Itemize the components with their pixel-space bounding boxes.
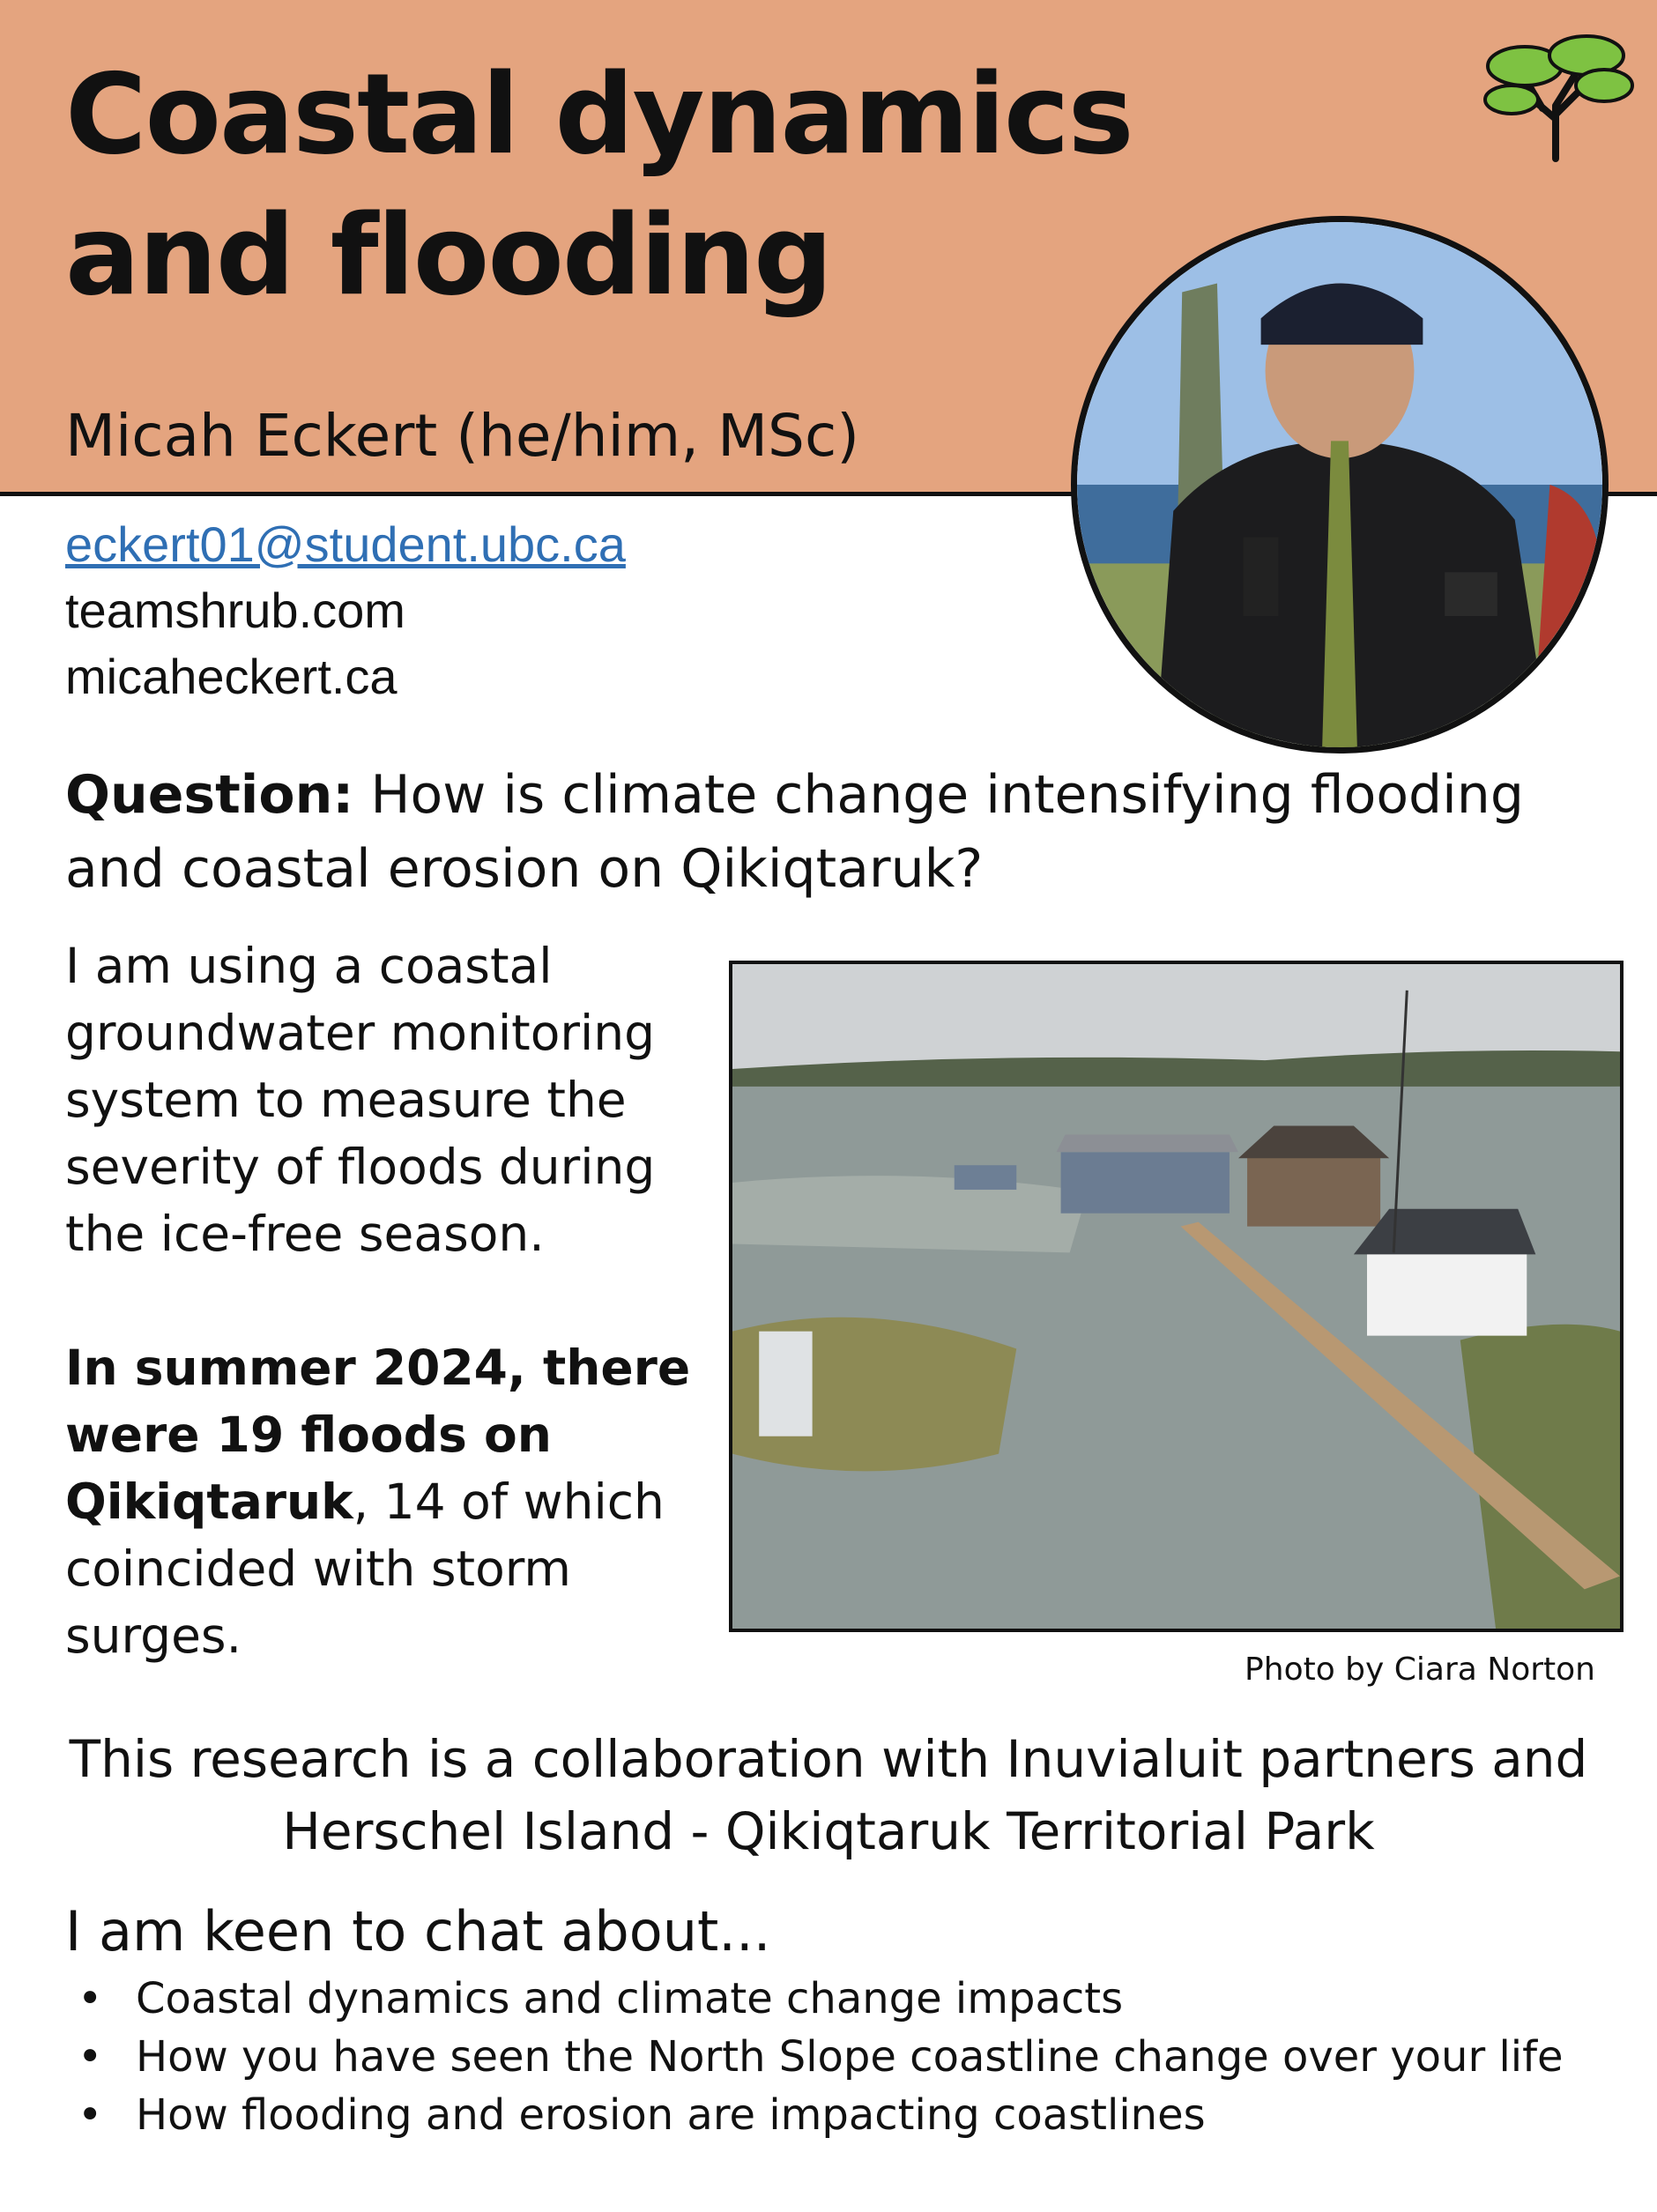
chat-topics-list — [65, 1970, 1564, 2144]
question-label: Question: — [65, 764, 354, 826]
page-title: Coastal dynamics and flooding — [65, 49, 1133, 320]
portrait-photo — [1071, 216, 1609, 753]
flooding-photo — [729, 961, 1624, 1632]
author-name: Micah Eckert (he/him, MSc) — [65, 402, 859, 470]
photo-credit: Photo by Ciara Norton — [1245, 1652, 1595, 1688]
body-text — [65, 932, 709, 1736]
findings-rest: , 14 of which coincided with storm surges. — [65, 1473, 665, 1664]
tree-icon — [1472, 31, 1639, 163]
method-paragraph: I am using a coastal groundwater monitoring system to measure the severity of floods during the ice-free season. — [65, 938, 656, 1262]
list-item: • Coastal dynamics and climate change impacts — [65, 1970, 1564, 2028]
email-link[interactable]: eckert01@student.ubc.ca — [65, 516, 626, 572]
contact-info — [65, 511, 626, 709]
list-item: • How flooding and erosion are impacting coastlines — [65, 2086, 1564, 2144]
website-teamshrub[interactable]: teamshrub.com — [65, 583, 405, 638]
question-text: How is climate change intensifying flooding and coastal erosion on Qikiqtaruk? — [65, 764, 1524, 900]
list-item: • How you have seen the North Slope coastline change over your life — [65, 2028, 1564, 2086]
chat-heading: I am keen to chat about... — [65, 1899, 771, 1963]
findings-paragraph — [65, 1334, 709, 1669]
research-question — [65, 758, 1599, 906]
website-micaheckert[interactable]: micaheckert.ca — [65, 649, 398, 704]
findings-bold: In summer 2024, there were 19 floods on Qikiqtaruk — [65, 1340, 691, 1530]
collaboration-statement: This research is a collaboration with Inuvialuit partners and Herschel Island - Qikiqtaruk Territorial Park — [69, 1729, 1588, 1861]
